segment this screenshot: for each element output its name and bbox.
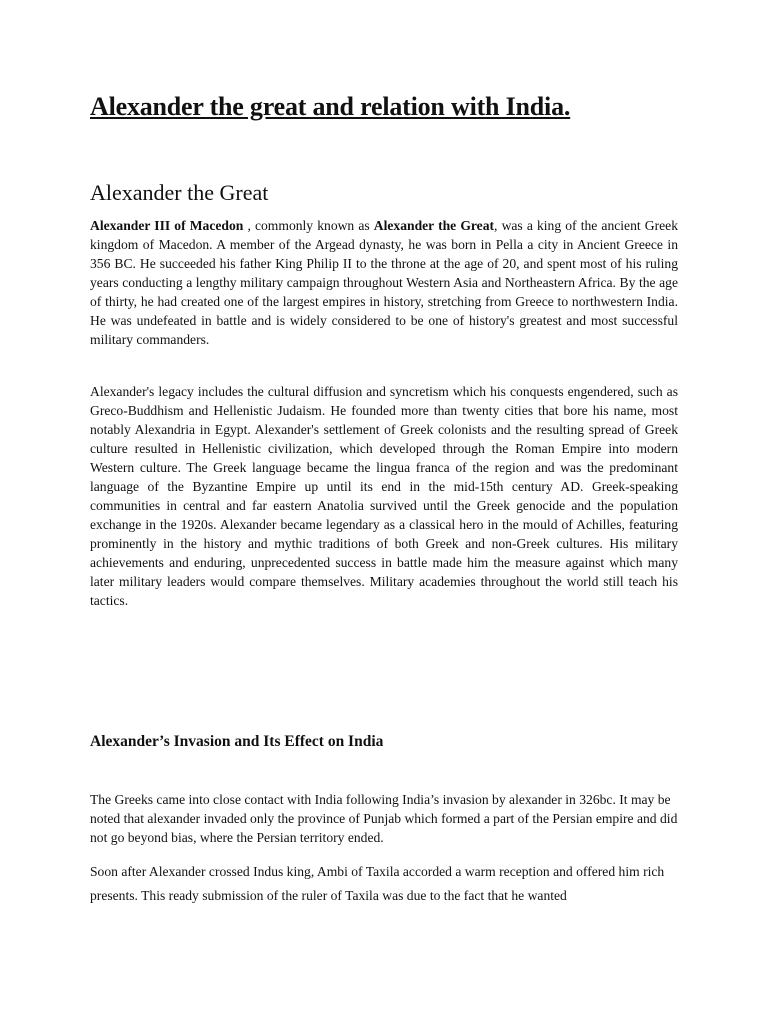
document-title: Alexander the great and relation with India. (90, 92, 571, 121)
bold-alias: Alexander the Great (373, 218, 495, 233)
section-heading-alexander: Alexander the Great (90, 180, 269, 205)
paragraph-taxila: Soon after Alexander crossed Indus king, Ambi of Taxila accorded a warm reception and offered him rich presents. This ready submission of the ruler of Taxila was due to the fact that he wanted (90, 864, 665, 903)
text-segment: , was a king of the ancient Greek kingdom of Macedon. A member of the Argead dynasty, he was born in Pella a city in Ancient Greece in 356 BC. He succeeded his father King Philip II to the throne at the age of 20, and spent most of his ruling years conducting a lengthy military campaign throughout Western Asia and Northeastern Africa. By the age of thirty, he had created one of the largest empires in history, stretching from Greece to northwestern India. He was undefeated in battle and is widely considered to be one of history's greatest and most successful military commanders. (90, 218, 678, 347)
bold-name: Alexander III of Macedon (90, 218, 244, 233)
text-segment: , commonly known as (243, 218, 374, 233)
paragraph-invasion: The Greeks came into close contact with India following India’s invasion by alexander in 326bc. It may be noted that alexander invaded only the province of Punjab which formed a part of the Persian empire and did not go beyond bias, where the Persian territory ended. (90, 792, 678, 845)
paragraph-legacy: Alexander's legacy includes the cultural diffusion and syncretism which his conquests engendered, such as Greco-Buddhism and Hellenistic Judaism. He founded more than twenty cities that bore his name, most notably Alexandria in Egypt. Alexander's settlement of Greek colonists and the resulting spread of Greek culture resulted in Hellenistic civilization, which developed through the Roman Empire into modern Western culture. The Greek language became the lingua franca of the region and was the predominant language of the Byzantine Empire up until its end in the mid-15th century AD. Greek-speaking communities in central and far eastern Anatolia survived until the Greek genocide and the population exchange in the 1920s. Alexander became legendary as a classical hero in the mould of Achilles, featuring prominently in the history and mythic traditions of both Greek and non-Greek cultures. His military achievements and enduring, unprecedented success in battle made him the measure against which many later military leaders would compare themselves. Military academies throughout the world still teach his tactics. (90, 384, 678, 608)
section-heading-invasion: Alexander’s Invasion and Its Effect on India (90, 733, 384, 750)
paragraph-intro (90, 216, 678, 349)
